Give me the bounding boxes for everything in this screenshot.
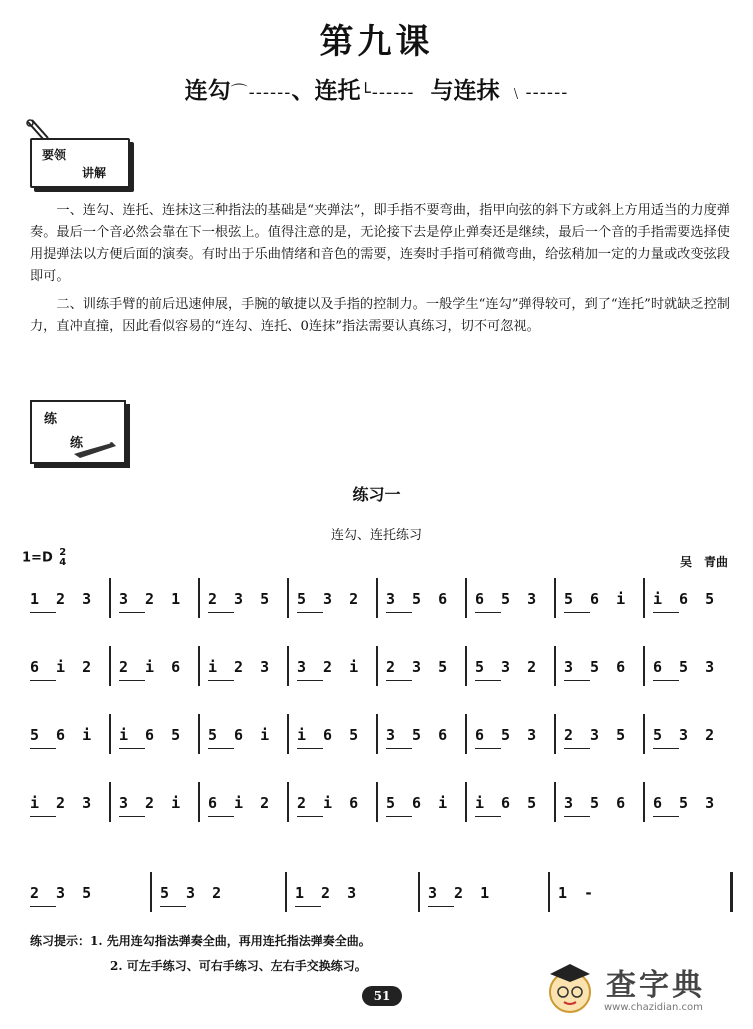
measure	[20, 646, 109, 686]
beam-underline	[30, 906, 56, 907]
measure	[20, 872, 150, 912]
measure	[150, 872, 285, 912]
measure-notes: 2 3 5	[386, 658, 452, 676]
measure-notes: 2 i 6	[297, 794, 363, 812]
bar-line	[548, 872, 550, 912]
measure	[109, 578, 198, 618]
beam-underline	[119, 680, 145, 681]
measure-notes: 3 2 i	[297, 658, 363, 676]
score-row-4	[20, 782, 740, 822]
beam-underline	[208, 748, 234, 749]
measure	[198, 714, 287, 754]
beam-underline	[30, 748, 56, 749]
measure-notes: 5 6 i	[386, 794, 452, 812]
measure	[376, 578, 465, 618]
beam-underline	[297, 680, 323, 681]
bar-line	[198, 782, 200, 822]
measure	[109, 782, 198, 822]
beam-underline	[119, 748, 145, 749]
measure-notes: 2 i 6	[119, 658, 185, 676]
measure	[643, 578, 732, 618]
practice-badge-text-1: 练	[44, 412, 58, 427]
measure	[465, 578, 554, 618]
key-text: 1=D	[22, 550, 53, 566]
measure-notes: 2 3 5	[564, 726, 630, 744]
time-numerator: 2	[59, 547, 67, 558]
measure-notes: i 6 5	[653, 590, 719, 608]
measure-notes: 5 3 2	[297, 590, 363, 608]
measure	[376, 782, 465, 822]
watermark-logo	[540, 958, 740, 1018]
measure	[287, 714, 376, 754]
bar-line	[198, 578, 200, 618]
beam-underline	[386, 612, 412, 613]
measure-notes: 5 3 2	[475, 658, 541, 676]
measure	[20, 782, 109, 822]
measure	[465, 714, 554, 754]
bar-line	[643, 578, 645, 618]
bar-line	[285, 872, 287, 912]
bar-line	[643, 646, 645, 686]
bar-line	[109, 578, 111, 618]
measure-notes: 3 2 1	[428, 884, 494, 902]
key-points-badge	[30, 138, 130, 188]
bar-line	[465, 782, 467, 822]
bar-line	[376, 578, 378, 618]
measure	[554, 646, 643, 686]
lesson-title: 第九课	[319, 22, 434, 62]
bar-line	[418, 872, 420, 912]
measure	[643, 782, 732, 822]
measure	[418, 872, 548, 912]
measure	[376, 714, 465, 754]
beam-underline	[30, 816, 56, 817]
score-row-2	[20, 646, 740, 686]
watermark-url: www.chazidian.com	[604, 1002, 703, 1013]
bar-line	[554, 578, 556, 618]
beam-underline	[297, 816, 323, 817]
measure-notes: 3 2 1	[119, 590, 185, 608]
bar-line	[643, 714, 645, 754]
paragraph-2: 二、训练手臂的前后迅速伸展，手腕的敏捷以及手指的控制力。一般学生“连勾”弹得较可，到了“连托”时就缺乏控制力，直冲直撞，因此看似容易的“连勾、连托、0连抹”指法需要认真练习，切不可忽视。	[30, 297, 730, 334]
key-signature	[22, 548, 66, 568]
measure-notes: 6 5 3	[653, 794, 719, 812]
measure	[198, 578, 287, 618]
beam-underline	[208, 680, 234, 681]
measure	[20, 714, 109, 754]
measure-notes: 2 3 5	[208, 590, 274, 608]
bar-line	[287, 782, 289, 822]
measure-notes: 6 i 2	[208, 794, 274, 812]
subtitle-liangou: 连勾	[184, 78, 231, 104]
beam-underline	[653, 816, 679, 817]
bar-line	[554, 714, 556, 754]
measure-notes: 1 -	[558, 884, 598, 902]
practice-tips	[30, 932, 371, 949]
page-number: 51	[362, 986, 402, 1006]
beam-underline	[30, 680, 56, 681]
bar-line	[150, 872, 152, 912]
measure-notes: i 2 3	[30, 794, 96, 812]
bar-line	[643, 782, 645, 822]
score-row-3	[20, 714, 740, 754]
measure-notes: 3 5 6	[564, 794, 630, 812]
beam-underline	[564, 816, 590, 817]
measure	[285, 872, 418, 912]
measure-notes: 5 6 i	[208, 726, 274, 744]
subtitle-liantuo: 连托	[314, 78, 361, 104]
tips-line-1: 1. 先用连勾指法弹奏全曲，再用连托指法弹奏全曲。	[90, 934, 371, 948]
bar-line	[198, 646, 200, 686]
bar-line	[109, 782, 111, 822]
measure	[465, 646, 554, 686]
bar-line	[376, 782, 378, 822]
badge-text-1: 要领	[42, 148, 67, 162]
measure-notes: 3 5 6	[564, 658, 630, 676]
score-row-1	[20, 578, 740, 618]
badge-text-2: 讲解	[82, 166, 107, 180]
measure-notes: 6 5 3	[475, 726, 541, 744]
measure-notes: 5 3 2	[160, 884, 226, 902]
measure-notes: 6 5 3	[475, 590, 541, 608]
beam-underline	[428, 906, 454, 907]
measure-notes: i 2 3	[208, 658, 274, 676]
beam-underline	[653, 748, 679, 749]
watermark-name: 查字典	[606, 968, 705, 1003]
beam-underline	[653, 680, 679, 681]
measure	[109, 714, 198, 754]
bar-line	[287, 646, 289, 686]
measure	[554, 782, 643, 822]
bar-line	[554, 646, 556, 686]
time-signature	[59, 548, 66, 568]
score-row-5	[20, 872, 740, 912]
measure-notes: 6 i 2	[30, 658, 96, 676]
measure-notes: 1 2 3	[295, 884, 361, 902]
measure	[376, 646, 465, 686]
measure	[287, 646, 376, 686]
tips-label: 练习提示：	[30, 934, 91, 948]
measure	[198, 782, 287, 822]
subtitle-lianmo: 与连抹	[430, 78, 500, 104]
beam-underline	[297, 612, 323, 613]
practice-badge-text-2: 练	[70, 436, 84, 451]
beam-underline	[564, 748, 590, 749]
beam-underline	[208, 816, 234, 817]
beam-underline	[386, 680, 412, 681]
paragraph-1: 一、连勾、连托、连抹这三种指法的基础是“夹弹法”，即手指不要弯曲，指甲向弦的斜下方或斜上方用适当的力度弹奏。最后一个音必然会靠在下一根弦上。值得注意的是，无论接下去是停止弹奏还是继续，最后一个音的手指需要选择使用提弹法以方便后面的演奏。有时出于乐曲情绪和音色的需要，连奏时手指可稍微弯曲，给弦稍加一定的力量或改变弦段即可。	[30, 203, 730, 284]
measure	[287, 782, 376, 822]
practice-badge	[30, 400, 126, 464]
time-denominator: 4	[59, 557, 67, 568]
bar-line	[198, 714, 200, 754]
bar-line	[109, 714, 111, 754]
beam-underline	[297, 748, 323, 749]
bar-line	[465, 646, 467, 686]
tips-line-2: 2. 可左手练习、可右手练习、左右手交换练习。	[110, 959, 367, 973]
beam-underline	[475, 680, 501, 681]
liantuo-symbol: └------	[360, 83, 415, 103]
measure	[643, 714, 732, 754]
measure-notes: i 6 5	[119, 726, 185, 744]
measure-notes: 3 5 6	[386, 590, 452, 608]
beam-underline	[564, 612, 590, 613]
beam-underline	[386, 748, 412, 749]
beam-underline	[475, 748, 501, 749]
measure-notes: 6 5 3	[653, 658, 719, 676]
measure	[554, 578, 643, 618]
measure	[198, 646, 287, 686]
measure	[465, 782, 554, 822]
beam-underline	[208, 612, 234, 613]
guzheng-icon	[72, 436, 118, 458]
measure-notes: i 6 5	[475, 794, 541, 812]
subtitle-sep: 、	[291, 78, 315, 104]
measure-notes: 5 3 2	[653, 726, 719, 744]
measure-notes: 3 2 i	[119, 794, 185, 812]
measure-notes: 2 3 5	[30, 884, 96, 902]
bar-line	[465, 714, 467, 754]
measure	[643, 646, 732, 686]
beam-underline	[564, 680, 590, 681]
beam-underline	[160, 906, 186, 907]
beam-underline	[30, 612, 56, 613]
bar-line	[287, 578, 289, 618]
exercise-title: 练习一	[352, 485, 401, 504]
bar-line	[109, 646, 111, 686]
measure-notes: 3 5 6	[386, 726, 452, 744]
bar-line	[465, 578, 467, 618]
beam-underline	[475, 612, 501, 613]
graduate-mascot-icon	[540, 958, 600, 1018]
final-bar-line	[730, 872, 733, 912]
exercise-subtitle: 连勾、连托练习	[330, 528, 422, 543]
beam-underline	[119, 816, 145, 817]
liangou-symbol: ⌒------	[230, 83, 292, 103]
beam-underline	[119, 612, 145, 613]
lianmo-symbol: ﹨------	[507, 83, 569, 103]
bar-line	[554, 782, 556, 822]
measure	[109, 646, 198, 686]
bar-line	[376, 714, 378, 754]
measure-notes: 1 2 3	[30, 590, 96, 608]
measure	[548, 872, 732, 912]
lesson-subtitle	[0, 72, 753, 105]
measure-notes: i 6 5	[297, 726, 363, 744]
measure	[287, 578, 376, 618]
measure	[20, 578, 109, 618]
beam-underline	[475, 816, 501, 817]
beam-underline	[386, 816, 412, 817]
beam-underline	[653, 612, 679, 613]
bar-line	[376, 646, 378, 686]
beam-underline	[295, 906, 321, 907]
measure-notes: 5 6 i	[564, 590, 630, 608]
measure-notes: 5 6 i	[30, 726, 96, 744]
measure	[554, 714, 643, 754]
bar-line	[287, 714, 289, 754]
composer: 吴 青曲	[680, 555, 729, 569]
